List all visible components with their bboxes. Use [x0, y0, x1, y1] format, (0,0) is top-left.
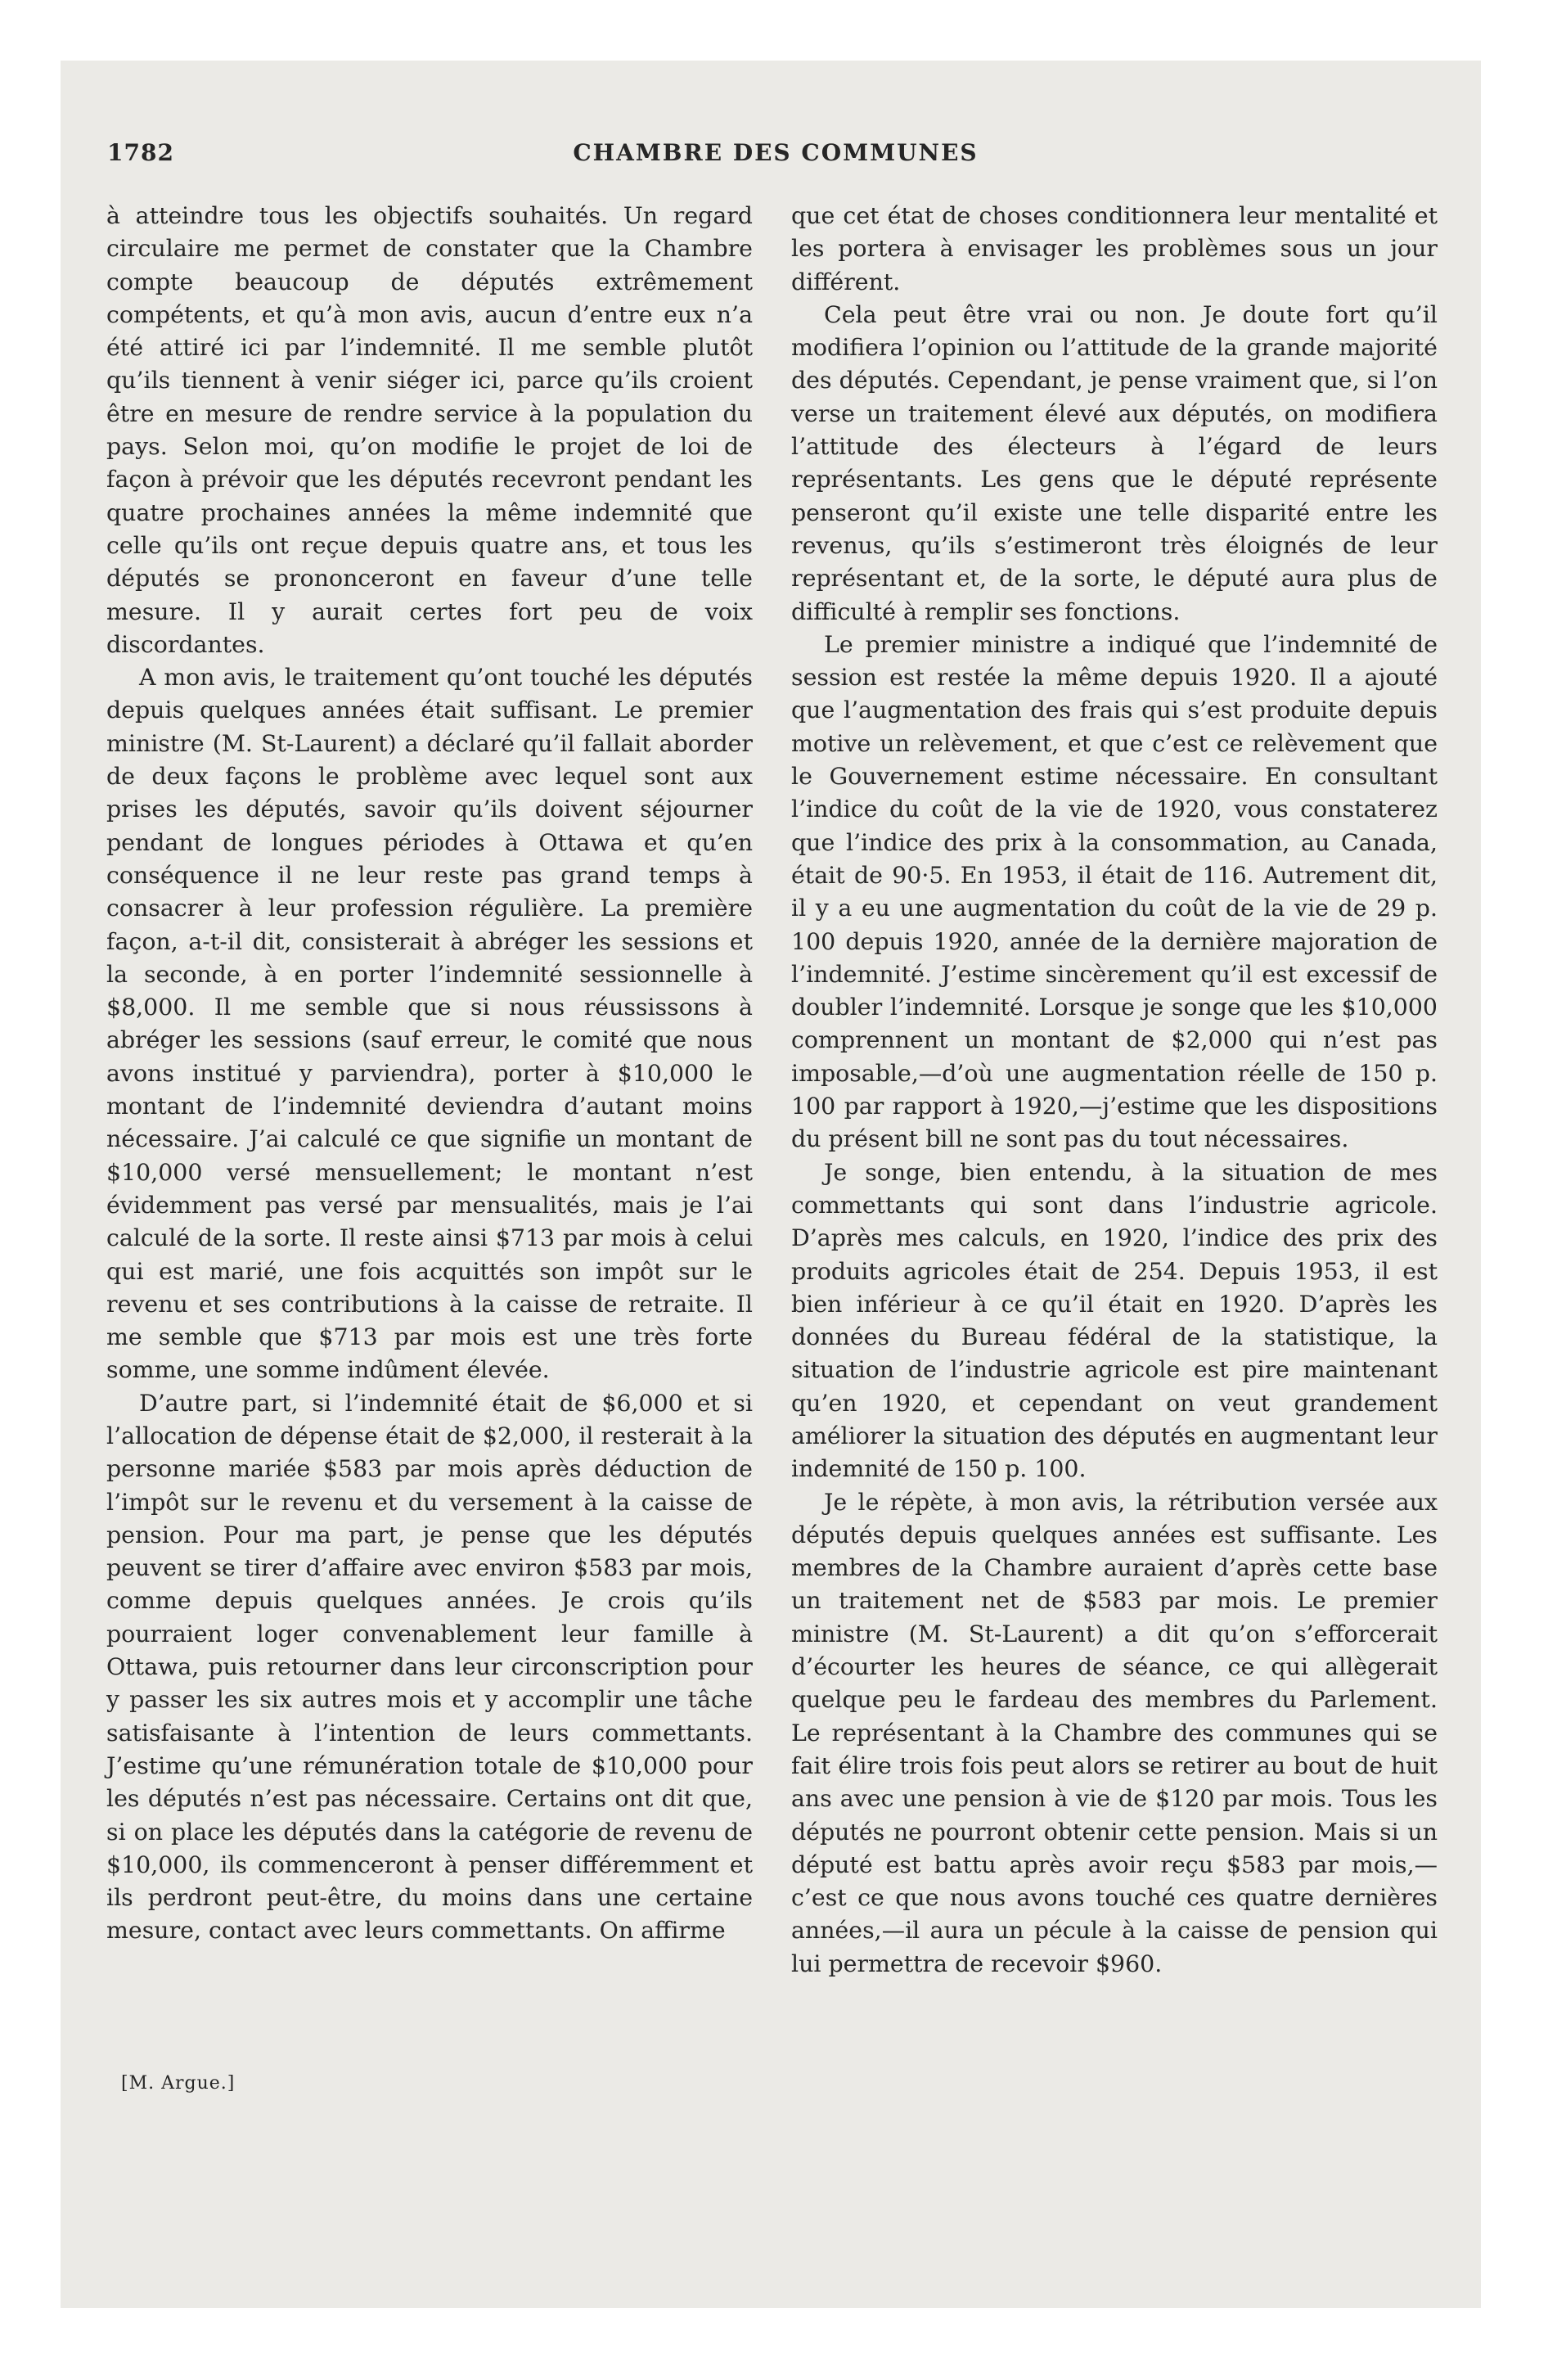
page-number: 1782: [107, 139, 174, 166]
paragraph: Le premier ministre a indiqué que l’indemnité de session est restée la même depuis 1920. Il a ajouté que l’augmentation des frais qui s’est produite depuis motive un relèvement, et que c’est ce relèvement que le Gouvernement estime nécessaire. En consultant l’indice du coût de la vie de 1920, vous constaterez que l’indice des prix à la consommation, au Canada, était de 90·5. En 1953, il était de 116. Autrement dit, il y a eu une augmentation du coût de la vie de 29 p. 100 depuis 1920, année de la dernière majoration de l’indemnité. J’estime sincèrement qu’il est excessif de doubler l’indemnité. Lorsque je songe que les $10,000 comprennent un montant de $2,000 qui n’est pas imposable,—d’où une augmentation réelle de 150 p. 100 par rapport à 1920,—j’estime que les dispositions du présent bill ne sont pas du tout nécessaires.: [791, 630, 1438, 1153]
left-column: [106, 200, 753, 1948]
paragraph: Je le répète, à mon avis, la rétribution versée aux députés depuis quelques années est suffisante. Les membres de la Chambre auraient d’après cette base un traitement net de $583 par mois. Le premier ministre (M. St-Laurent) a dit qu’on s’efforcerait d’écourter les heures de séance, ce qui allègerait quelque peu le fardeau des membres du Parlement. Le représentant à la Chambre des communes qui se fait élire trois fois peut alors se retirer au bout de huit ans avec une pension à vie de $120 par mois. Tous les députés ne pourront obtenir cette pension. Mais si un député est battu après avoir reçu $583 par mois,—c’est ce que nous avons touché ces quatre dernières années,—il aura un pécule à la caisse de pension qui lui permettra de recevoir $960.: [791, 1488, 1438, 1977]
paragraph: que cet état de choses conditionnera leur mentalité et les portera à envisager les problèmes sous un jour différent.: [791, 202, 1438, 295]
paragraph: A mon avis, le traitement qu’ont touché les députés depuis quelques années était suffisant. Le premier ministre (M. St-Laurent) a déclaré qu’il fallait aborder de deux façons le problème avec lequel sont aux prises les députés, savoir qu’ils doivent séjourner pendant de longues périodes à Ottawa et qu’en conséquence il ne leur reste pas grand temps à consacrer à leur profession régulière. La première façon, a-t-il dit, consisterait à abréger les sessions et la seconde, à en porter l’indemnité sessionnelle à $8,000. Il me semble que si nous réussissons à abréger les sessions (sauf erreur, le comité que nous avons institué y parviendra), porter à $10,000 le montant de l’indemnité deviendra d’autant moins nécessaire. J’ai calculé ce que signifie un montant de $10,000 versé mensuellement; le montant n’est évidemment pas versé par mensualités, mais je l’ai calculé de la sorte. Il reste ainsi $713 par mois à celui qui est marié, une fois acquittés son impôt sur le revenu et ses contributions à la caisse de retraite. Il me semble que $713 par mois est une très forte somme, une somme indûment élevée.: [106, 664, 753, 1384]
paragraph: Cela peut être vrai ou non. Je doute fort qu’il modifiera l’opinion ou l’attitude de la grande majorité des députés. Cependant, je pense vraiment que, si l’on verse un traitement élevé aux députés, on modifiera l’attitude des électeurs à l’égard de leurs représentants. Les gens que le député représente penseront qu’il existe une telle disparité entre les revenus, qu’ils s’estimeront très éloignés de leur représentant et, de la sorte, le député aura plus de difficulté à remplir ses fonctions.: [791, 300, 1438, 625]
running-head: [107, 139, 1444, 175]
right-column: [791, 200, 1438, 1981]
paragraph: Je songe, bien entendu, à la situation de mes commettants qui sont dans l’industrie agricole. D’après mes calculs, en 1920, l’indice des prix des produits agricoles était de 254. Depuis 1953, il est bien inférieur à ce qu’il était en 1920. D’après les données du Bureau fédéral de la statistique, la situation de l’industrie agricole est pire maintenant qu’en 1920, et cependant on veut grandement améliorer la situation des députés en augmentant leur indemnité de 150 p. 100.: [791, 1158, 1438, 1483]
paragraph: D’autre part, si l’indemnité était de $6,000 et si l’allocation de dépense était de $2,000, il resterait à la personne mariée $583 par mois après déduction de l’impôt sur le revenu et du versement à la caisse de pension. Pour ma part, je pense que les députés peuvent se tirer d’affaire avec environ $583 par mois, comme depuis quelques années. Je crois qu’ils pourraient loger convenablement leur famille à Ottawa, puis retourner dans leur circonscription pour y passer les six autres mois et y accomplir une tâche satisfaisante à l’intention de leurs commettants. J’estime qu’une rémunération totale de $10,000 pour les députés n’est pas nécessaire. Certains ont dit que, si on place les députés dans la catégorie de revenu de $10,000, ils commenceront à penser différemment et ils perdront peut-être, du moins dans une certaine mesure, contact avec leurs commettants. On affirme: [106, 1389, 753, 1945]
page-title: CHAMBRE DES COMMUNES: [573, 139, 979, 166]
speaker-attribution: [M. Argue.]: [121, 2073, 236, 2094]
paragraph: à atteindre tous les objectifs souhaités. Un regard circulaire me permet de constater que la Chambre compte beaucoup de députés extrêmement compétents, et qu’à mon avis, aucun d’entre eux n’a été attiré ici par l’indemnité. Il me semble plutôt qu’ils tiennent à venir siéger ici, parce qu’ils croient être en mesure de rendre service à la population du pays. Selon moi, qu’on modifie le projet de loi de façon à prévoir que les députés recevront pendant les quatre prochaines années la même indemnité que celle qu’ils ont reçue depuis quatre ans, et tous les députés se prononceront en faveur d’une telle mesure. Il y aurait certes fort peu de voix discordantes.: [106, 202, 753, 658]
